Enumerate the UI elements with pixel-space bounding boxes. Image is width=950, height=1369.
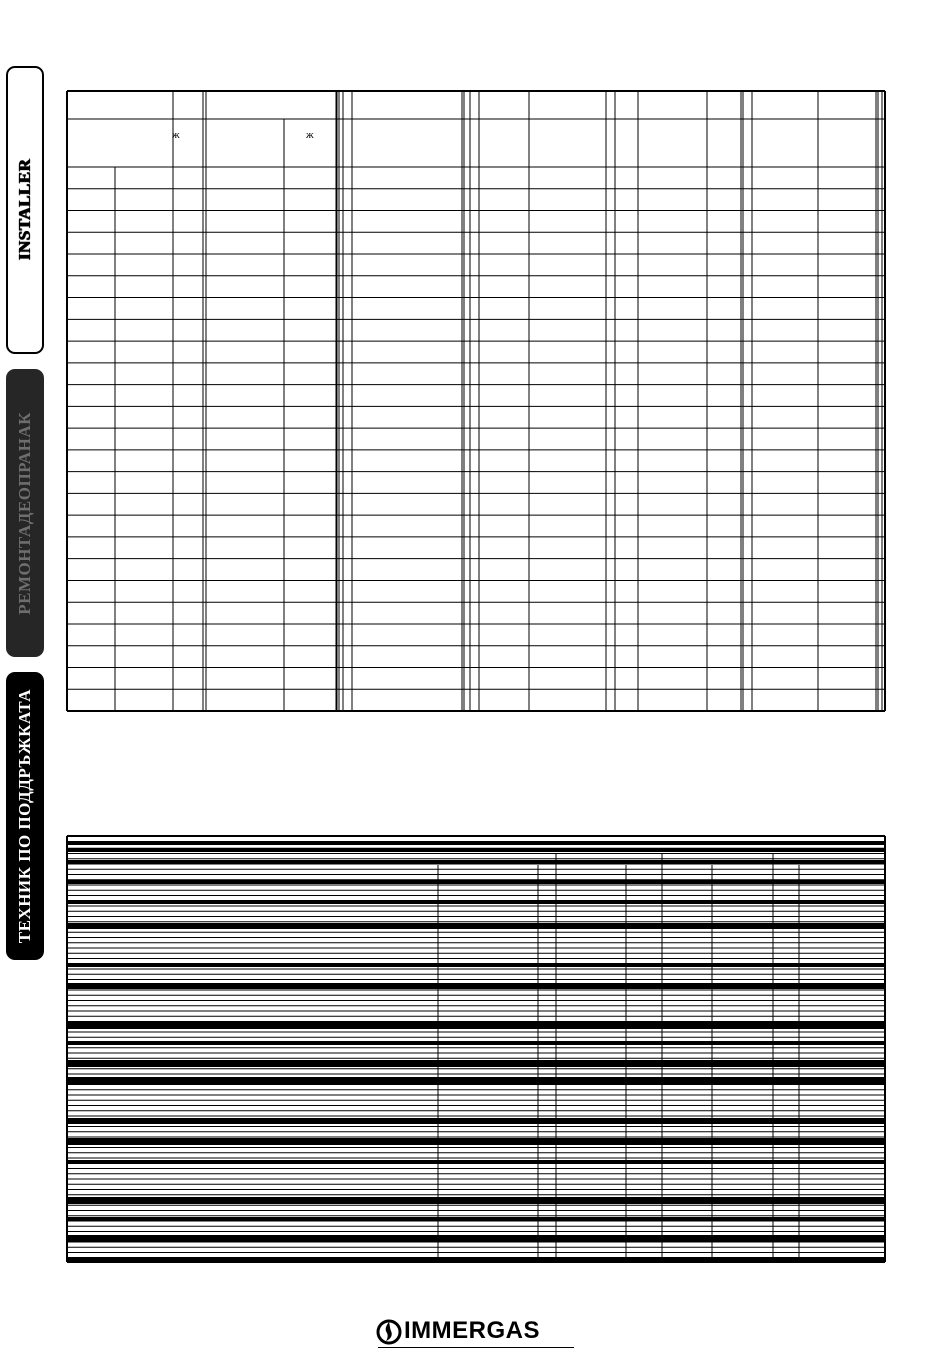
flame-icon bbox=[376, 1316, 402, 1346]
tab-user-label: INSTALLER bbox=[15, 159, 34, 261]
tab-installer[interactable] bbox=[6, 369, 44, 657]
table-band bbox=[67, 1141, 885, 1145]
tab-maintenance[interactable] bbox=[6, 672, 44, 960]
header-mark-1: ж bbox=[172, 129, 180, 141]
table-band bbox=[67, 1063, 885, 1067]
table-band bbox=[67, 1238, 885, 1242]
table-band bbox=[67, 1025, 885, 1029]
table-band bbox=[67, 963, 885, 967]
tab-maintenance-label: ТЕХНИК ПО ПОДДРЪЖКАТА bbox=[15, 688, 34, 944]
header-mark-2: ж bbox=[306, 129, 314, 141]
table-band bbox=[67, 900, 885, 904]
table-band bbox=[67, 841, 885, 845]
table-band bbox=[67, 880, 885, 884]
table-band bbox=[67, 1217, 885, 1221]
table-grid bbox=[66, 90, 886, 712]
table-band bbox=[67, 1041, 885, 1045]
tab-installer-label: РЕМОНТАДЕОПРАНАК bbox=[15, 411, 34, 615]
logo-underline bbox=[378, 1347, 574, 1349]
technical-data-table bbox=[66, 835, 886, 1263]
table-band bbox=[67, 860, 885, 864]
table-band bbox=[67, 925, 885, 929]
table-band bbox=[67, 1120, 885, 1124]
brand-name: IMMERGAS bbox=[404, 1317, 540, 1344]
table-band bbox=[67, 848, 885, 852]
table-band bbox=[67, 1080, 885, 1084]
table-band bbox=[67, 985, 885, 989]
gas-parameters-table bbox=[66, 90, 886, 712]
table-band bbox=[67, 1160, 885, 1164]
tab-user[interactable] bbox=[6, 66, 44, 354]
table-grid bbox=[66, 835, 886, 1263]
table-band bbox=[67, 1257, 885, 1263]
immergas-logo bbox=[376, 1314, 574, 1348]
table-band bbox=[67, 1200, 885, 1204]
